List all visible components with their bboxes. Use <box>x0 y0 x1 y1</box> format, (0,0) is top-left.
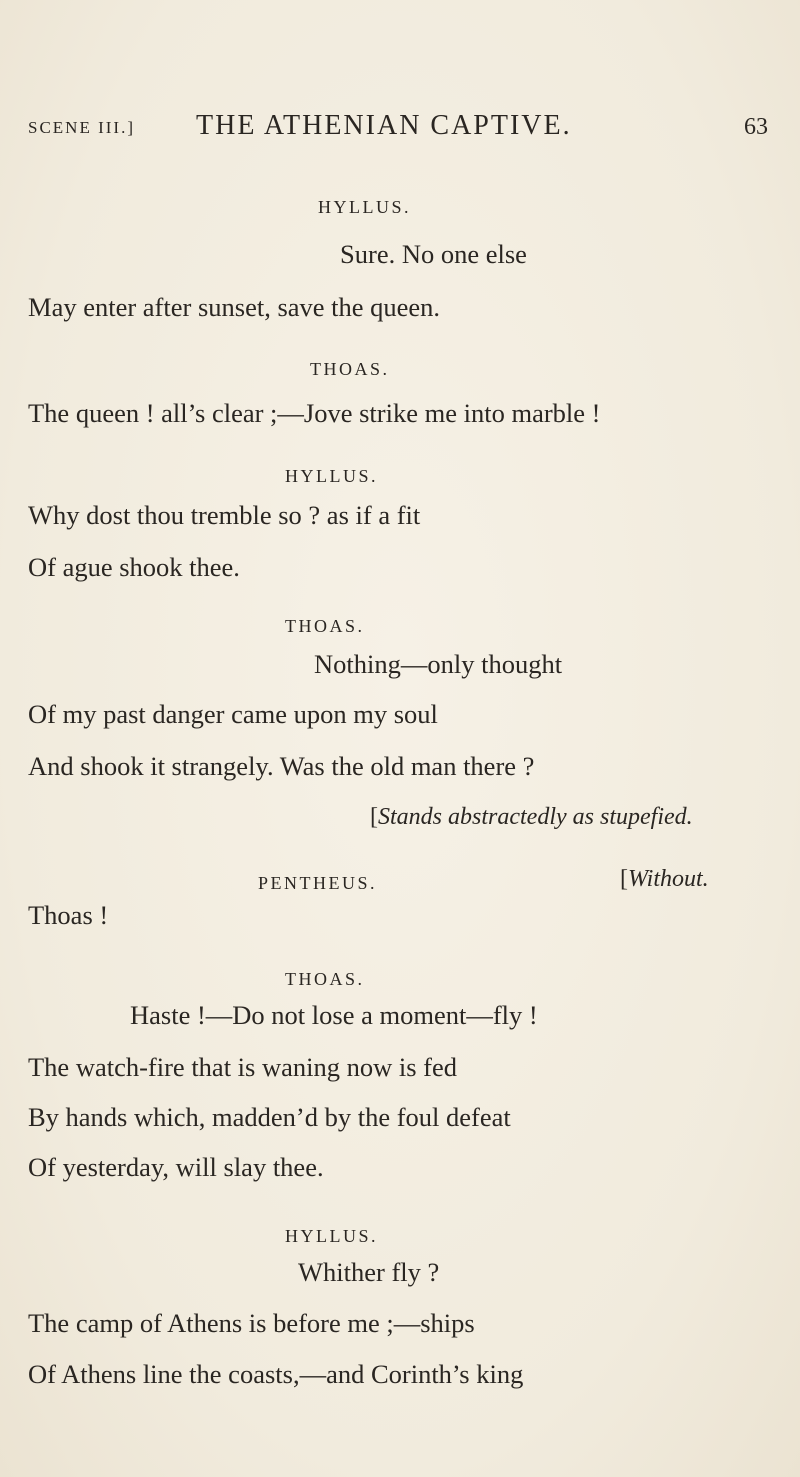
stage-direction-text: Without. <box>628 866 709 892</box>
verse-line: Of my past danger came upon my soul <box>28 699 438 729</box>
verse-line: Nothing—only thought <box>314 649 563 679</box>
verse-line: Of ague shook thee. <box>28 552 240 582</box>
stage-direction <box>370 804 693 831</box>
verse-line: May enter after sunset, save the queen. <box>28 292 441 322</box>
stage-direction-bracket: [ <box>620 866 628 892</box>
verse-line: By hands which, madden’d by the foul defeat <box>28 1102 511 1132</box>
verse-line: Of Athens line the coasts,—and Corinth’s king <box>28 1359 524 1389</box>
verse-line: The camp of Athens is before me ;—ships <box>28 1308 475 1338</box>
verse-line: The queen ! all’s clear ;—Jove strike me into marble ! <box>28 398 601 428</box>
stage-direction <box>620 866 709 893</box>
verse-line: Thoas ! <box>28 900 109 930</box>
page-number: 63 <box>744 114 768 140</box>
verse-line: Whither fly ? <box>298 1257 440 1287</box>
verse-line: Of yesterday, will slay thee. <box>28 1152 324 1182</box>
speaker-name: HYLLUS. <box>285 466 378 486</box>
speaker-name: THOAS. <box>285 969 365 989</box>
verse-line: Why dost thou tremble so ? as if a fit <box>28 500 421 530</box>
speaker-name: HYLLUS. <box>318 197 411 217</box>
stage-direction-bracket: [ <box>370 804 378 830</box>
speaker-name: HYLLUS. <box>285 1226 378 1246</box>
speaker-name: PENTHEUS. <box>258 873 378 893</box>
stage-direction-text: Stands abstractedly as stupefied. <box>378 804 693 830</box>
running-head-scene: SCENE III.] <box>28 118 135 137</box>
running-head-title: THE ATHENIAN CAPTIVE. <box>196 110 572 141</box>
verse-line: Haste !—Do not lose a moment—fly ! <box>130 1000 538 1030</box>
verse-line: The watch-fire that is waning now is fed <box>28 1052 458 1082</box>
speaker-name: THOAS. <box>285 616 365 636</box>
speaker-name: THOAS. <box>310 359 390 379</box>
verse-line: Sure. No one else <box>340 239 527 269</box>
verse-line: And shook it strangely. Was the old man there ? <box>28 751 535 781</box>
